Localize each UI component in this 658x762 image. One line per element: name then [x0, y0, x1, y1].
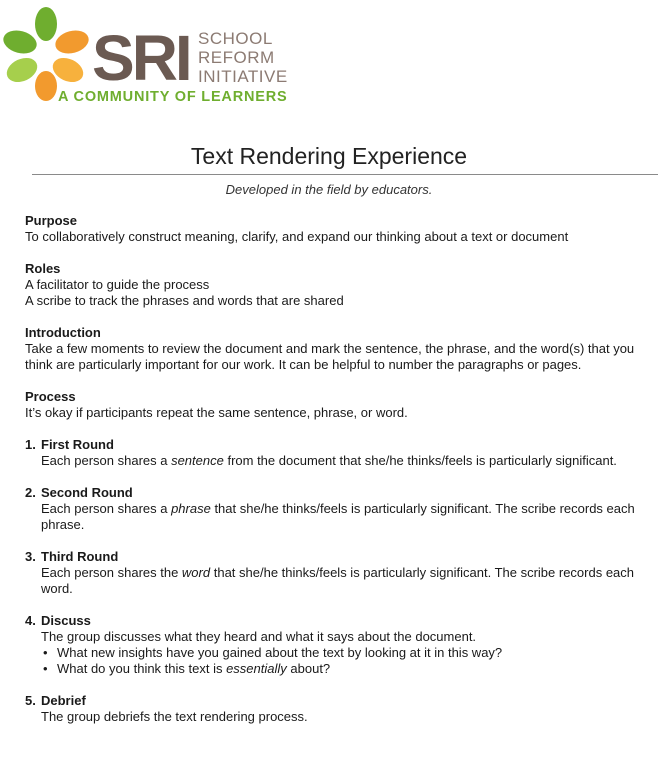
step-second-round	[25, 485, 650, 533]
step-debrief	[25, 693, 650, 725]
step-heading: Discuss	[41, 613, 91, 628]
step-number: 2.	[25, 485, 36, 500]
petal-bottom	[35, 71, 57, 101]
logo-brand: SRI	[92, 22, 190, 94]
page-subtitle: Developed in the field by educators.	[225, 182, 433, 197]
step-text: The group debriefs the text rendering process.	[41, 709, 308, 724]
step-text: Each person shares a phrase that she/he thinks/feels is particularly significant. The scribe records each phrase.	[41, 501, 635, 532]
step-heading: Second Round	[41, 485, 133, 500]
introduction-heading: Introduction	[25, 325, 101, 340]
page-title: Text Rendering Experience	[190, 143, 468, 169]
petal-lower-left	[3, 53, 41, 86]
protocol-content	[25, 213, 650, 741]
list-item: • What do you think this text is essentially about?	[43, 661, 331, 676]
roles-section	[25, 261, 650, 309]
list-item: • What new insights have you gained about the text by looking at it in this way?	[43, 645, 503, 660]
step-discuss	[25, 613, 650, 677]
step-heading: Debrief	[41, 693, 86, 708]
logo-word-reform: REFORM	[198, 48, 275, 67]
role-line: A scribe to track the phrases and words that are shared	[25, 293, 344, 308]
petal-right	[53, 27, 92, 57]
process-heading: Process	[25, 389, 76, 404]
step-heading: Third Round	[41, 549, 119, 564]
discuss-questions	[41, 645, 650, 677]
logo-word-school: SCHOOL	[198, 29, 273, 48]
step-third-round	[25, 549, 650, 597]
logo-tagline: A COMMUNITY OF LEARNERS	[58, 89, 288, 105]
purpose-text: To collaboratively construct meaning, clarify, and expand our thinking about a text or document	[25, 229, 569, 244]
introduction-section	[25, 325, 650, 373]
step-number: 5.	[25, 693, 36, 708]
step-number: 4.	[25, 613, 36, 628]
step-text: The group discusses what they heard and what it says about the document.	[41, 629, 477, 644]
flower-logo-icon	[2, 6, 94, 102]
sri-logo	[2, 6, 302, 105]
process-section	[25, 389, 650, 421]
logo-words	[198, 29, 288, 86]
step-first-round	[25, 437, 650, 469]
bullet-icon: •	[43, 645, 48, 660]
step-heading: First Round	[41, 437, 114, 452]
logo-word-initiative: INITIATIVE	[198, 67, 288, 86]
purpose-section	[25, 213, 650, 245]
title-divider	[32, 174, 658, 175]
introduction-text: Take a few moments to review the document and mark the sentence, the phrase, and the word(s) that you think are particularly important for our work. It can be helpful to number the paragraphs or pages.	[25, 341, 635, 372]
step-number: 1.	[25, 437, 36, 452]
role-line: A facilitator to guide the process	[25, 277, 210, 292]
step-text: Each person shares a sentence from the document that she/he thinks/feels is particularly significant.	[41, 453, 617, 468]
petal-left	[2, 27, 39, 57]
purpose-heading: Purpose	[25, 213, 78, 228]
roles-heading: Roles	[25, 261, 61, 276]
step-number: 3.	[25, 549, 36, 564]
process-text: It’s okay if participants repeat the same sentence, phrase, or word.	[25, 405, 408, 420]
petal-top	[35, 7, 57, 41]
step-text: Each person shares the word that she/he thinks/feels is particularly significant. The scribe records each word.	[41, 565, 635, 596]
bullet-icon: •	[43, 661, 48, 676]
